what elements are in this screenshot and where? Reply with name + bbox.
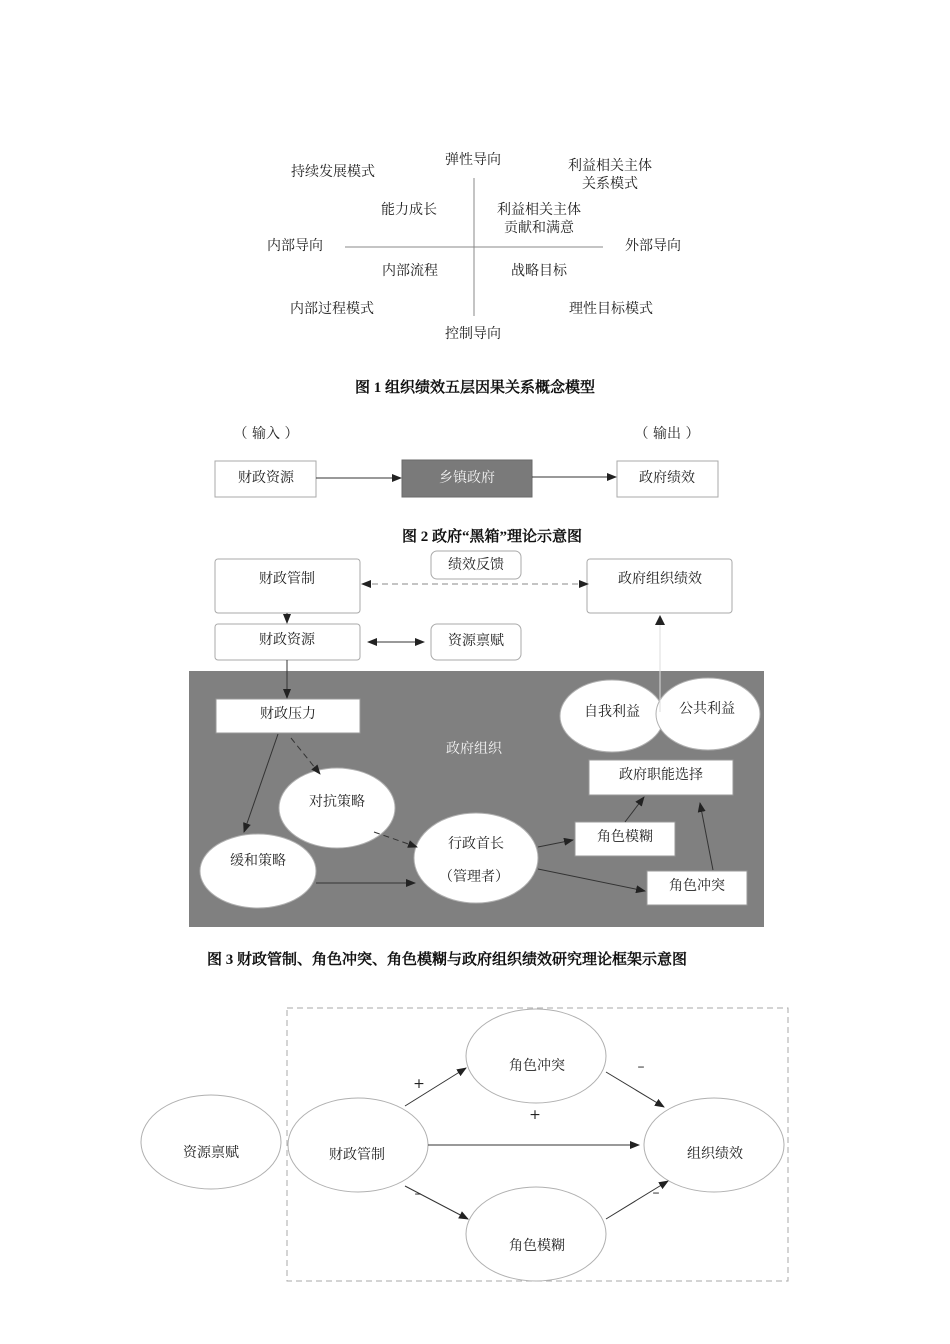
- quadrant-br-inner: 战略目标: [511, 263, 567, 279]
- mitigation-strategy-label: 缓和策略: [230, 853, 286, 869]
- sign-control-conflict: +: [413, 1076, 425, 1092]
- axis-bottom-label: 控制导向: [445, 326, 501, 342]
- executive-ellipse: [414, 813, 538, 903]
- sign-control-performance: +: [529, 1107, 541, 1123]
- quadrant-bl-inner: 内部流程: [382, 263, 438, 279]
- figure-3-caption: 图 3 财政管制、角色冲突、角色模糊与政府组织绩效研究理论框架示意图: [206, 952, 688, 968]
- fiscal-resource-label-3: 财政资源: [259, 632, 315, 648]
- fiscal-control-ellipse: [288, 1098, 428, 1192]
- axis-top-label: 弹性导向: [445, 152, 501, 168]
- figure-4: [141, 1008, 788, 1281]
- figure-1: [267, 151, 681, 396]
- executive-label-line1: 行政首长: [448, 836, 504, 852]
- org-performance-ellipse: [644, 1098, 784, 1192]
- figure-2-caption: 图 2 政府“黑箱”理论示意图: [401, 529, 583, 545]
- fiscal-pressure-label: 财政压力: [260, 706, 316, 722]
- role-conflict-label-4: 角色冲突: [509, 1058, 565, 1074]
- role-ambiguity-label-4: 角色模糊: [509, 1238, 565, 1254]
- sign-control-ambiguity: –: [414, 1186, 422, 1202]
- role-conflict-label: 角色冲突: [669, 878, 725, 894]
- feedback-label: 绩效反馈: [448, 557, 504, 573]
- fiscal-control-label: 财政管制: [259, 571, 315, 587]
- figure-1-caption: 图 1 组织绩效五层因果关系概念模型: [354, 380, 596, 396]
- figure-3: [189, 551, 764, 968]
- quadrant-tr-outer-line2: 关系模式: [582, 176, 638, 192]
- axis-right-label: 外部导向: [625, 238, 681, 254]
- township-gov-label: 乡镇政府: [439, 470, 495, 486]
- function-choice-label: 政府职能选择: [619, 767, 703, 783]
- quadrant-bl-outer: 内部过程模式: [290, 301, 374, 317]
- arrowhead-performance: [655, 615, 665, 625]
- quadrant-br-outer: 理性目标模式: [569, 301, 653, 317]
- gov-org-label: 政府组织: [446, 741, 502, 757]
- quadrant-tl-inner: 能力成长: [381, 202, 437, 218]
- fiscal-resource-label: 财政资源: [238, 470, 294, 486]
- org-performance-label: 政府组织绩效: [618, 571, 702, 587]
- resource-endowment-ellipse: [141, 1095, 281, 1189]
- quadrant-tr-outer-line1: 利益相关主体: [568, 158, 652, 174]
- sign-ambiguity-performance: –: [652, 1185, 660, 1201]
- counter-strategy-label: 对抗策略: [309, 794, 365, 810]
- mitigation-strategy-ellipse: [200, 834, 316, 908]
- sign-conflict-performance: –: [637, 1059, 645, 1075]
- executive-label-line2: （管理者）: [439, 869, 509, 885]
- quadrant-tr-inner-line2: 贡献和满意: [504, 220, 574, 236]
- quadrant-tl-outer: 持续发展模式: [291, 164, 375, 180]
- arrow-conflict-to-performance: [606, 1072, 664, 1107]
- output-label: （ 输出 ）: [634, 426, 700, 442]
- input-label: （ 输入 ）: [233, 426, 299, 442]
- role-ambiguity-label: 角色模糊: [597, 829, 653, 845]
- figure-2: [215, 426, 718, 545]
- gov-performance-label: 政府绩效: [639, 470, 695, 486]
- resource-endowment-label-4: 资源禀赋: [183, 1145, 239, 1161]
- fiscal-control-label-4: 财政管制: [329, 1147, 385, 1163]
- resource-endowment-label-3: 资源禀赋: [448, 633, 504, 649]
- quadrant-tr-inner-line1: 利益相关主体: [497, 202, 581, 218]
- role-ambiguity-ellipse: [466, 1187, 606, 1281]
- org-performance-label-4: 组织绩效: [687, 1146, 743, 1162]
- self-interest-label: 自我利益: [584, 704, 640, 720]
- axis-left-label: 内部导向: [267, 238, 323, 254]
- public-interest-label: 公共利益: [679, 701, 735, 717]
- role-conflict-ellipse: [466, 1009, 606, 1103]
